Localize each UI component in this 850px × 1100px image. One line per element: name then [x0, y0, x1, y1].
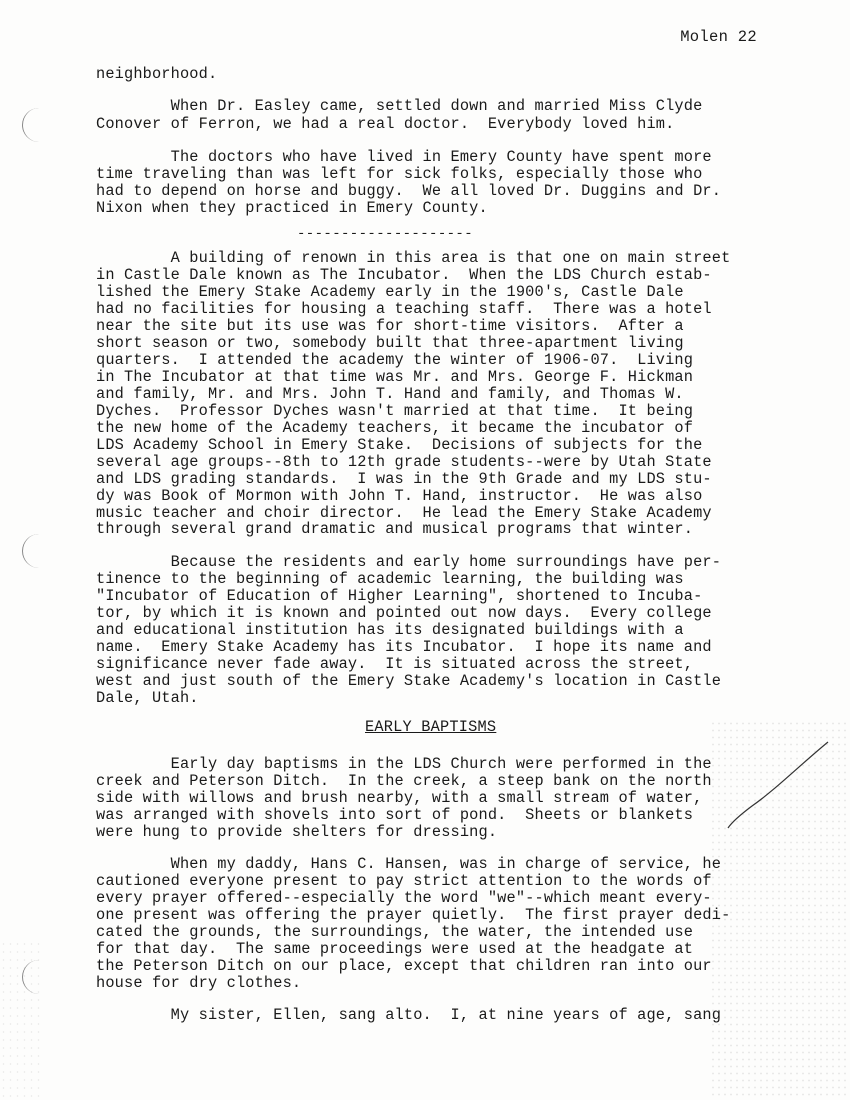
- text-line: Nixon when they practiced in Emery County.: [96, 199, 488, 217]
- text-line: in The Incubator at that time was Mr. and Mrs. George F. Hickman: [96, 368, 694, 386]
- text-line: name. Emery Stake Academy has its Incubator. I hope its name and: [96, 638, 712, 656]
- text-line: tor, by which it is known and pointed out now days. Every college: [96, 604, 712, 622]
- text-line: west and just south of the Emery Stake Academy's location in Castle: [96, 672, 722, 690]
- text-line: A building of renown in this area is that one on main street: [96, 249, 731, 267]
- text-line: creek and Peterson Ditch. In the creek, a steep bank on the north: [96, 772, 712, 790]
- text-line: the Peterson Ditch on our place, except that children ran into our: [96, 957, 712, 975]
- text-line: for that day. The same proceedings were used at the headgate at: [96, 940, 694, 958]
- text-line: quarters. I attended the academy the winter of 1906-07. Living: [96, 351, 694, 369]
- text-line: cated the grounds, the surroundings, the water, the intended use: [96, 923, 694, 941]
- text-line: house for dry clothes.: [96, 974, 302, 992]
- text-line: Conover of Ferron, we had a real doctor. Everybody loved him.: [96, 115, 675, 133]
- page-number: Molen 22: [680, 28, 757, 46]
- text-line: significance never fade away. It is situated across the street,: [96, 655, 694, 673]
- text-line: through several grand dramatic and musical programs that winter.: [96, 520, 694, 538]
- text-line: When Dr. Easley came, settled down and married Miss Clyde: [96, 97, 703, 115]
- text-line: was arranged with shovels into sort of pond. Sheets or blankets: [96, 806, 694, 824]
- text-line: LDS Academy School in Emery Stake. Decisions of subjects for the: [96, 436, 703, 454]
- text-line: and family, Mr. and Mrs. John T. Hand and family, and Thomas W.: [96, 385, 684, 403]
- text-line: one present was offering the prayer quietly. The first prayer dedi-: [96, 906, 731, 924]
- text-line: time traveling than was left for sick folks, especially those who: [96, 165, 703, 183]
- text-line: were hung to provide shelters for dressing.: [96, 823, 498, 841]
- text-line: When my daddy, Hans C. Hansen, was in charge of service, he: [96, 855, 722, 873]
- text-line: and LDS grading standards. I was in the 9th Grade and my LDS stu-: [96, 470, 712, 488]
- text-line: "Incubator of Education of Higher Learning", shortened to Incuba-: [96, 587, 703, 605]
- text-line: side with willows and brush nearby, with a small stream of water,: [96, 789, 703, 807]
- section-heading: EARLY BAPTISMS: [365, 718, 497, 736]
- text-line: in Castle Dale known as The Incubator. When the LDS Church estab-: [96, 266, 712, 284]
- text-line: cautioned everyone present to pay strict attention to the words of: [96, 872, 712, 890]
- text-line: several age groups--8th to 12th grade students--were by Utah State: [96, 453, 712, 471]
- text-line: tinence to the beginning of academic learning, the building was: [96, 570, 684, 588]
- text-line: the new home of the Academy teachers, it became the incubator of: [96, 419, 694, 437]
- text-line: music teacher and choir director. He lead the Emery Stake Academy: [96, 504, 712, 522]
- text-line: had to depend on horse and buggy. We all loved Dr. Duggins and Dr.: [96, 182, 722, 200]
- text-line: Dale, Utah.: [96, 689, 199, 707]
- text-line: near the site but its use was for short-time visitors. After a: [96, 317, 684, 335]
- text-line: short season or two, somebody built that three-apartment living: [96, 334, 684, 352]
- text-line: My sister, Ellen, sang alto. I, at nine years of age, sang: [96, 1006, 722, 1024]
- text-line: had no facilities for housing a teaching staff. There was a hotel: [96, 300, 712, 318]
- text-line: dy was Book of Mormon with John T. Hand, instructor. He was also: [96, 487, 703, 505]
- text-line: and educational institution has its designated buildings with a: [96, 621, 684, 639]
- text-line: lished the Emery Stake Academy early in the 1900's, Castle Dale: [96, 283, 684, 301]
- text-line: Dyches. Professor Dyches wasn't married at that time. It being: [96, 402, 694, 420]
- section-divider: --------------------: [297, 226, 474, 242]
- text-line: every prayer offered--especially the word "we"--which meant every-: [96, 889, 712, 907]
- text-line: neighborhood.: [96, 65, 218, 83]
- text-line: Early day baptisms in the LDS Church were performed in the: [96, 755, 712, 773]
- text-line: The doctors who have lived in Emery County have spent more: [96, 148, 712, 166]
- text-line: Because the residents and early home surroundings have per-: [96, 553, 722, 571]
